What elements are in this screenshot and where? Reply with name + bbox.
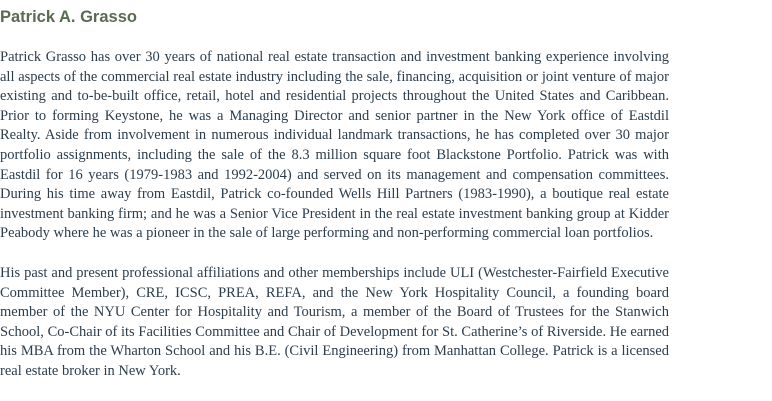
bio-paragraph-career: Patrick Grasso has over 30 years of national real estate transaction and investment banking experience involving all aspects of the commercial real estate industry including the sale, financing, acquisition or joint venture of major existing and to-be-built office, retail, hotel and residential projects throughout the United States and Caribbean. Prior to forming Keystone, he was a Managing Director and senior partner in the New York office of Eastdil Realty. Aside from involvement in numerous individual landmark transactions, he has completed over 30 major portfolio assignments, including the sale of the 8.3 million square foot Blackstone Portfolio. Patrick was with Eastdil for 16 years (1979-1983 and 1992-2004) and served on its management and compensation committees. During his time away from Eastdil, Patrick co-founded Wells Hill Partners (1983-1990), a boutique real estate investment banking firm; and he was a Senior Vice President in the real estate investment banking group at Kidder Peabody where he was a pioneer in the sale of large performing and non-performing commercial loan portfolios.	[0, 49, 669, 242]
bio-paragraph-affiliations: His past and present professional affiliations and other memberships include ULI (Westchester-Fairfield Executive Committee Member), CRE, ICSC, PREA, REFA, and the New York Hospitality Council, a founding board member of the NYU Center for Hospitality and Tourism, a member of the Board of Trustees for the Stanwich School, Co-Chair of its Facilities Committee and Chair of Development for St. Catherine’s of Riverside. He earned his MBA from the Wharton School and his B.E. (Civil Engineering) from Manhattan College. Patrick is a licensed real estate broker in New York.	[0, 264, 669, 379]
person-name-heading: Patrick A. Grasso	[0, 8, 137, 26]
